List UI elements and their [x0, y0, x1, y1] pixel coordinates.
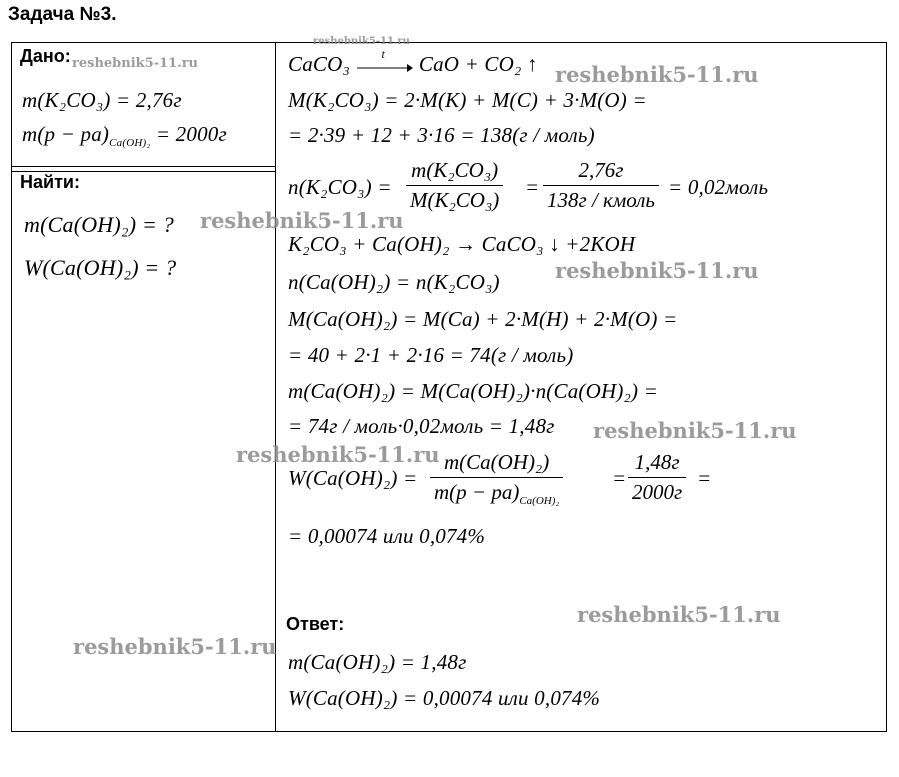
watermark: reshebnik5-11.ru — [577, 602, 781, 627]
table-column-divider — [275, 42, 276, 732]
find-fraction: W(Ca(OH)₂) = ? — [24, 255, 177, 280]
fraction-num2: 1,48г — [628, 450, 686, 478]
fraction-eq: = — [612, 466, 627, 490]
reaction-decomposition — [288, 47, 538, 77]
answer-fraction: W(Ca(OH)₂) = 0,00074 или 0,074% — [288, 686, 601, 710]
fraction-caoh2-1 — [430, 450, 563, 507]
molar-mass-k2co3-calc: = 2·39 + 12 + 3·16 = 138(г / моль) — [288, 123, 595, 147]
moles-k2co3-result: = 0,02моль — [668, 175, 769, 199]
find-label: Найти: — [20, 172, 80, 192]
watermark: reshebnik5-11.ru — [73, 634, 277, 659]
moles-k2co3-eq: = — [525, 175, 540, 199]
fraction-den1-text: m(p − pa) — [434, 480, 520, 504]
fraction-den2: 2000г — [632, 480, 683, 504]
moles-k2co3-num1: m(K₂CO₃) — [406, 158, 503, 186]
molar-mass-k2co3: M(K₂CO₃) = 2·M(K) + M(C) + 3·M(O) = — [288, 88, 647, 112]
moles-k2co3-num2: 2,76г — [543, 158, 659, 186]
watermark: reshebnik5-11.ru — [555, 258, 759, 283]
watermark: reshebnik5-11.ru — [236, 442, 440, 467]
given-mass-k2co3: m(K₂CO₃) = 2,76г — [22, 88, 182, 112]
reaction-left: CaCO₃ — [288, 52, 350, 76]
moles-k2co3-left: n(K₂CO₃) = — [288, 175, 392, 199]
given-solution-mass — [22, 122, 227, 149]
moles-k2co3-den1: M(K₂CO₃) — [410, 188, 500, 212]
watermark: reshebnik5-11.ru — [72, 56, 199, 71]
answer-label: Ответ: — [286, 614, 345, 634]
given-solution-subscript: Ca(OH)₂ — [109, 137, 151, 150]
fraction-end-eq: = — [697, 466, 712, 490]
molar-mass-caoh2-calc: = 40 + 2·1 + 2·16 = 74(г / моль) — [288, 343, 574, 367]
watermark: reshebnik5-11.ru — [555, 62, 759, 87]
arrow-condition: t — [381, 47, 385, 62]
given-label: Дано: — [20, 46, 71, 66]
fraction-result: = 0,00074 или 0,074% — [288, 524, 486, 548]
mass-caoh2-formula: m(Ca(OH)₂) = M(Ca(OH)₂)·n(Ca(OH)₂) = — [288, 379, 659, 403]
given-solution-value: = 2000г — [150, 122, 227, 146]
moles-k2co3-fraction2 — [543, 158, 659, 213]
moles-equality: n(Ca(OH)₂) = n(K₂CO₃) — [288, 270, 500, 294]
fraction-num1: m(Ca(OH)₂) — [430, 450, 563, 478]
moles-k2co3-den2: 138г / кмоль — [547, 188, 655, 212]
fraction-caoh2-2 — [628, 450, 686, 505]
given-find-divider-top — [11, 166, 275, 167]
given-solution-label: m(p − pa) — [22, 122, 110, 146]
reaction-right: CaO + CO₂ ↑ — [418, 52, 538, 76]
watermark: reshebnik5-11.ru — [200, 208, 404, 233]
watermark: reshebnik5-11.ru — [593, 418, 797, 443]
find-mass: m(Ca(OH)₂) = ? — [24, 212, 174, 237]
page-title: Задача №3. — [8, 4, 117, 25]
mass-caoh2-calc: = 74г / моль·0,02моль = 1,48г — [288, 414, 555, 438]
watermark: reshebnik5-11.ru — [313, 36, 410, 47]
fraction-den1-subscript: Ca(OH)₂ — [519, 495, 560, 508]
answer-mass: m(Ca(OH)₂) = 1,48г — [288, 650, 467, 674]
molar-mass-caoh2: M(Ca(OH)₂) = M(Ca) + 2·M(H) + 2·M(O) = — [288, 307, 678, 331]
arrow-with-t-icon — [355, 47, 413, 73]
reaction-exchange: K₂CO₃ + Ca(OH)₂ → CaCO₃ ↓ +2KOH — [288, 232, 636, 256]
fraction-left: W(Ca(OH)₂) = — [288, 466, 418, 490]
moles-k2co3-fraction1 — [406, 158, 503, 213]
fraction-den1 — [430, 478, 563, 507]
